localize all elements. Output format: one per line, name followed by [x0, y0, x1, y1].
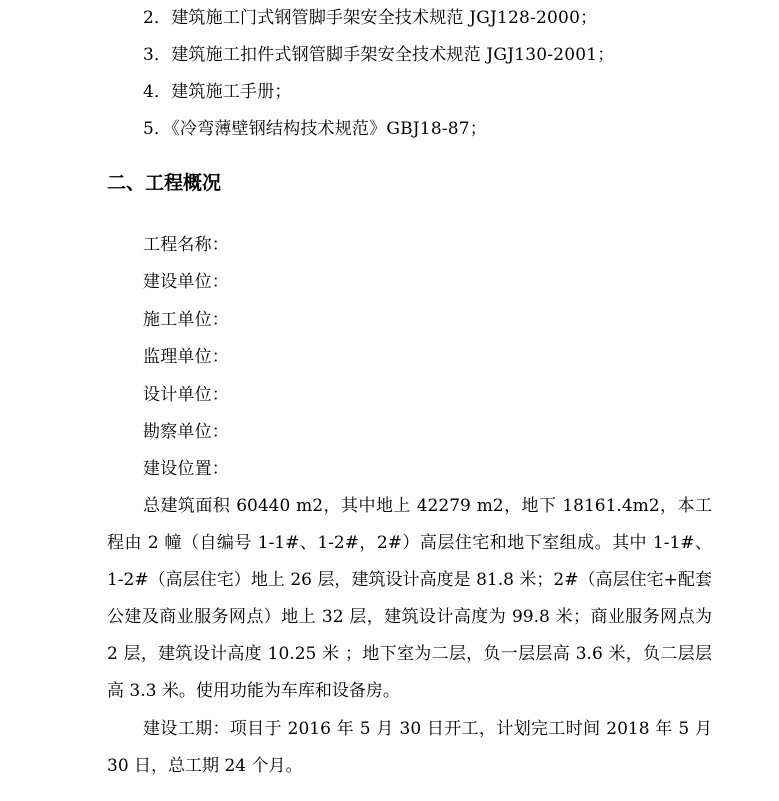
reference-item-2: 2．建筑施工门式钢管脚手架安全技术规范 JGJ128-2000；	[143, 8, 598, 28]
field-contractor: 施工单位：	[143, 310, 229, 330]
field-location: 建设位置：	[143, 459, 229, 479]
section-heading: 二、工程概况	[107, 172, 222, 194]
field-owner: 建设单位：	[143, 272, 229, 292]
paragraph-construction-period: 建设工期：项目于 2016 年 5 月 30 日开工，计划完工时间 2018 年 5 月 30 日，总工期 24 个月。	[107, 719, 712, 776]
reference-item-5: 5．《冷弯薄壁钢结构技术规范》GBJ18-87；	[143, 119, 488, 139]
reference-item-3: 3．建筑施工扣件式钢管脚手架安全技术规范 JGJ130-2001；	[143, 45, 615, 65]
field-designer: 设计单位：	[143, 385, 229, 405]
paragraph-building-overview: 总建筑面积 60440 m2，其中地上 42279 m2，地下 18161.4m2，本工程由 2 幢（自编号 1-1#、1-2#，2#）高层住宅和地下室组成。其中 1-1#、1-2#（高层住宅）地上 26 层，建筑设计高度是 81.8 米；2#（高层住宅+配套公建及商业服务网点）地上 32 层，建筑设计高度为 99.8 米；商业服务网点为 2 层，建筑设计高度 10.25 米 ；地下室为二层，负一层层高 3.6 米，负二层层高 3.3 米。使用功能为车库和设备房。	[107, 496, 712, 701]
field-surveyor: 勘察单位：	[143, 422, 229, 442]
field-project-name: 工程名称：	[143, 235, 229, 255]
reference-item-4: 4．建筑施工手册；	[143, 82, 292, 102]
field-supervisor: 监理单位：	[143, 347, 229, 367]
